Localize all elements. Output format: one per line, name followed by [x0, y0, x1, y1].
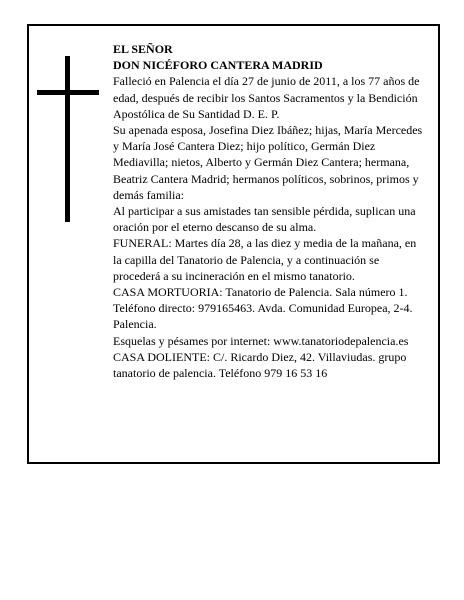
cross-horizontal-bar: [37, 90, 99, 95]
deceased-name: DON NICÉFORO CANTERA MADRID: [113, 58, 323, 73]
family-list: Su apenada esposa, Josefina Diez Ibáñez; hijas, María Mercedes y María José Cantera Diez; hijo político, Germán Diez Mediavilla; nietos, Alberto y Germán Diez Cantera; hermana, Beatriz Cantera Madrid; hermanos políticos, sobrinos, primos y demás familia:: [113, 123, 423, 202]
prayer-request: Al participar a sus amistades tan sensible pérdida, suplican una oración por el eterno descanso de su alma.: [113, 204, 416, 235]
cross-icon: [37, 56, 99, 222]
heading-title: EL SEÑOR: [113, 42, 173, 56]
online-condolences: Esquelas y pésames por internet: www.tanatoriodepalencia.es: [113, 333, 409, 348]
mortuary-details: CASA MORTUORIA: Tanatorio de Palencia. Sala número 1. Teléfono directo: 979165463. Avda. Comunidad Europea, 2-4. Palencia.: [113, 285, 413, 332]
death-announcement: Falleció en Palencia el día 27 de junio de 2011, a los 77 años de edad, después de recibir los Santos Sacramentos y la Bendición Apostólica de Su Santidad D. E. P.: [113, 74, 420, 121]
funeral-details: FUNERAL: Martes día 28, a las diez y media de la mañana, en la capilla del Tanatorio de Palencia, y a continuación se procederá a su incineración en el mismo tanatorio.: [113, 236, 417, 283]
notice-body: [113, 41, 423, 381]
cross-vertical-bar: [65, 56, 70, 222]
family-home-details: CASA DOLIENTE: C/. Ricardo Diez, 42. Villaviudas. grupo tanatorio de palencia. Teléfono 979 16 53 16: [113, 349, 407, 381]
obituary-notice: [27, 24, 440, 464]
